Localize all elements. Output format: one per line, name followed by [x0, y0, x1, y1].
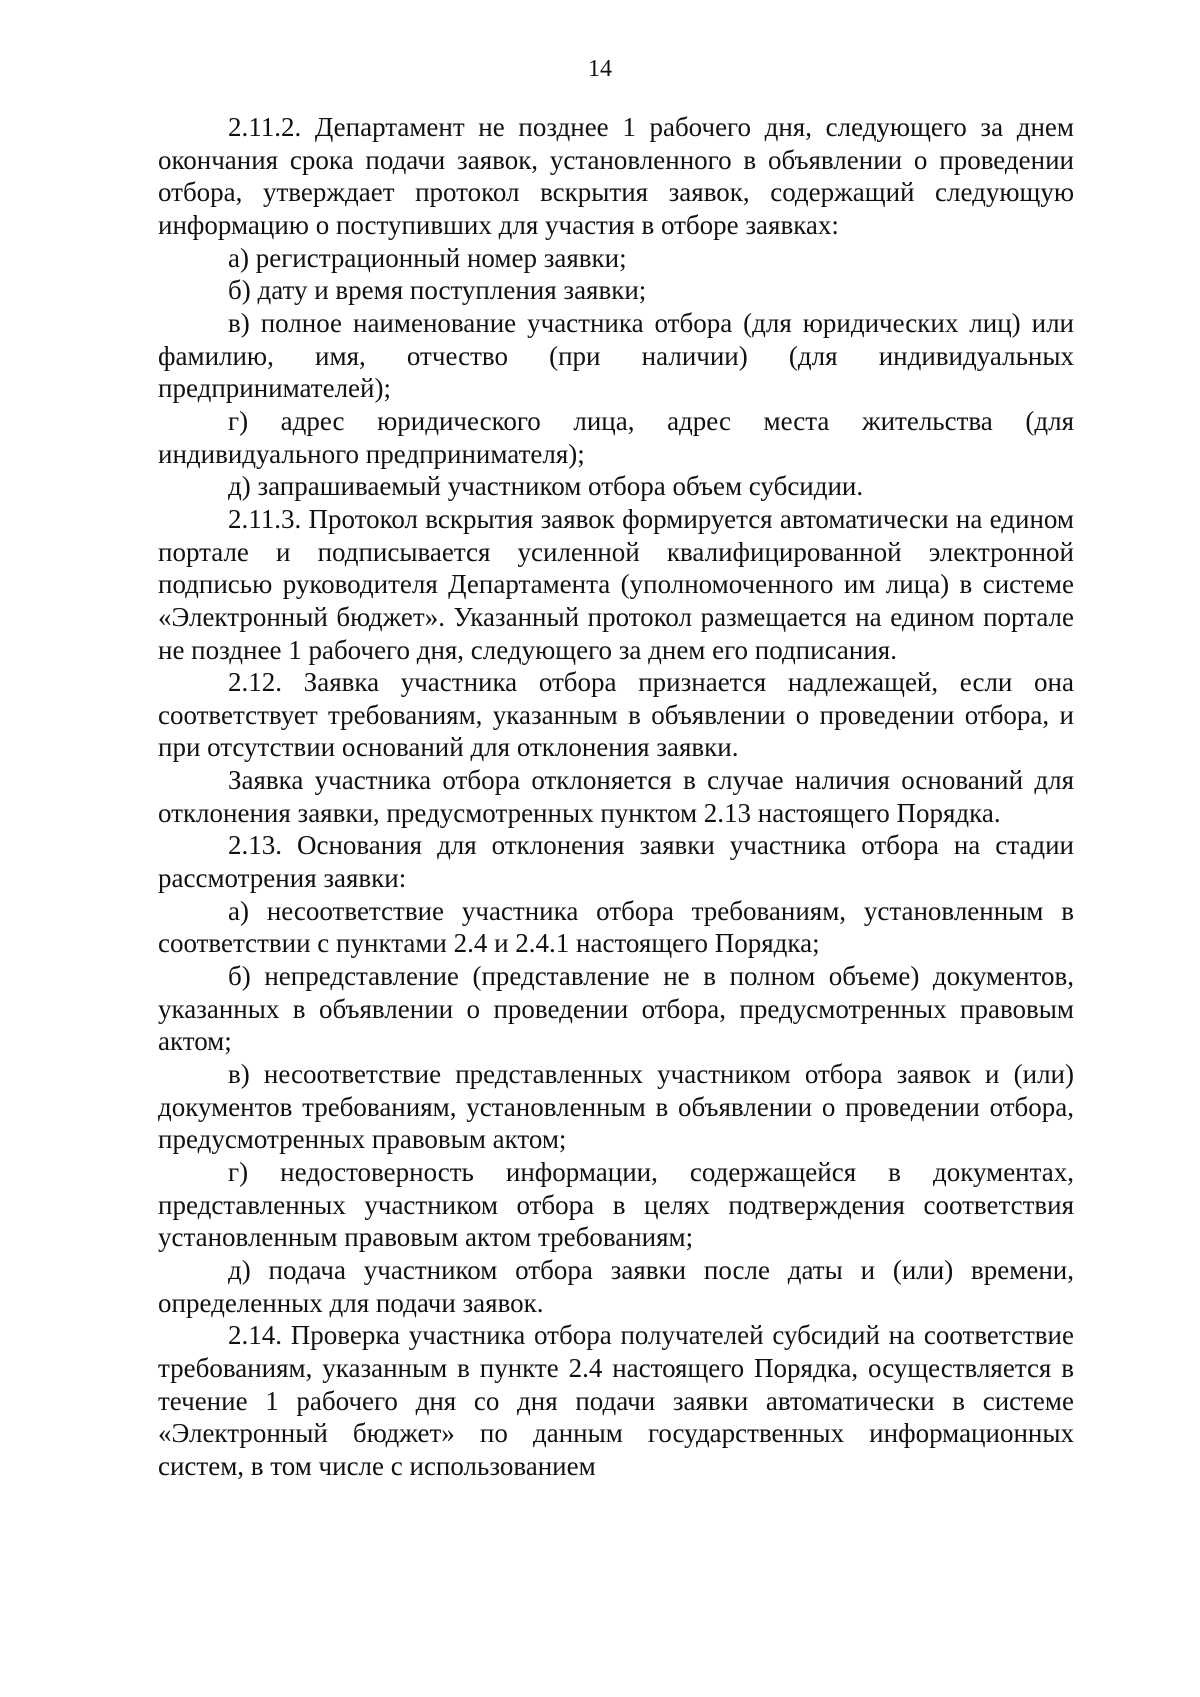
paragraph-2-11-2: 2.11.2. Департамент не позднее 1 рабочего дня, следующего за днем окончания срока подачи заявок, установленного в объявлении о проведении отбора, утверждает протокол вскрытия заявок, содержащий следующую информацию о поступивших для участия в отборе заявках: — [158, 112, 1074, 240]
paragraph-2-12: 2.12. Заявка участника отбора признается надлежащей, если она соответствует требованиям, указанным в объявлении о проведении отбора, и при отсутствии оснований для отклонения заявки. — [158, 667, 1074, 763]
document-body — [158, 111, 1074, 1483]
list-item-g-address: г) адрес юридического лица, адрес места жительства (для индивидуального предпринимателя); — [158, 405, 1074, 469]
list-item-a-registration-number: а) регистрационный номер заявки; — [228, 242, 627, 273]
list-item-a-nonconformity: а) несоответствие участника отбора требованиям, установленным в соответствии с пунктами 2.4 и 2.4.1 настоящего Порядка; — [158, 895, 1074, 959]
list-item-g-unreliable-information: г) недостоверность информации, содержащейся в документах, представленных участником отбора в целях подтверждения соответствия установленным правовым актом требованиям; — [158, 1157, 1074, 1253]
list-item-d-late-submission: д) подача участником отбора заявки после даты и (или) времени, определенных для подачи заявок. — [158, 1254, 1074, 1318]
paragraph-2-11-3: 2.11.3. Протокол вскрытия заявок формируется автоматически на едином портале и подписывается усиленной квалифицированной электронной подписью руководителя Департамента (уполномоченного им лица) в системе «Электронный бюджет». Указанный протокол размещается на едином портале не позднее 1 рабочего дня, следующего за днем его подписания. — [158, 503, 1074, 665]
list-item-b-non-submission: б) непредставление (представление не в полном объеме) документов, указанных в объявлении о проведении отбора, предусмотренных правовым актом; — [158, 961, 1074, 1057]
list-item-b-date-time: б) дату и время поступления заявки; — [228, 275, 647, 306]
list-item-d-subsidy-amount: д) запрашиваемый участником отбора объем субсидии. — [228, 471, 864, 502]
list-item-v-full-name: в) полное наименование участника отбора (для юридических лиц) или фамилию, имя, отчество (при наличии) (для индивидуальных предпринимателей); — [158, 307, 1074, 404]
page-number: 14 — [588, 56, 612, 82]
paragraph-2-14: 2.14. Проверка участника отбора получателей субсидий на соответствие требованиям, указанным в пункте 2.4 настоящего Порядка, осуществляется в течение 1 рабочего дня со дня подачи заявки автоматически в системе «Электронный бюджет» по данным государственных информационных систем, в том числе с использованием — [158, 1320, 1074, 1481]
list-item-v-documents-nonconformity: в) несоответствие представленных участником отбора заявок и (или) документов требованиям, установленным в объявлении о проведении отбора, предусмотренных правовым актом; — [158, 1059, 1074, 1155]
paragraph-2-13: 2.13. Основания для отклонения заявки участника отбора на стадии рассмотрения заявки: — [158, 830, 1074, 894]
paragraph-2-12-rejection: Заявка участника отбора отклоняется в случае наличия оснований для отклонения заявки, предусмотренных пунктом 2.13 настоящего Порядка. — [158, 765, 1074, 828]
